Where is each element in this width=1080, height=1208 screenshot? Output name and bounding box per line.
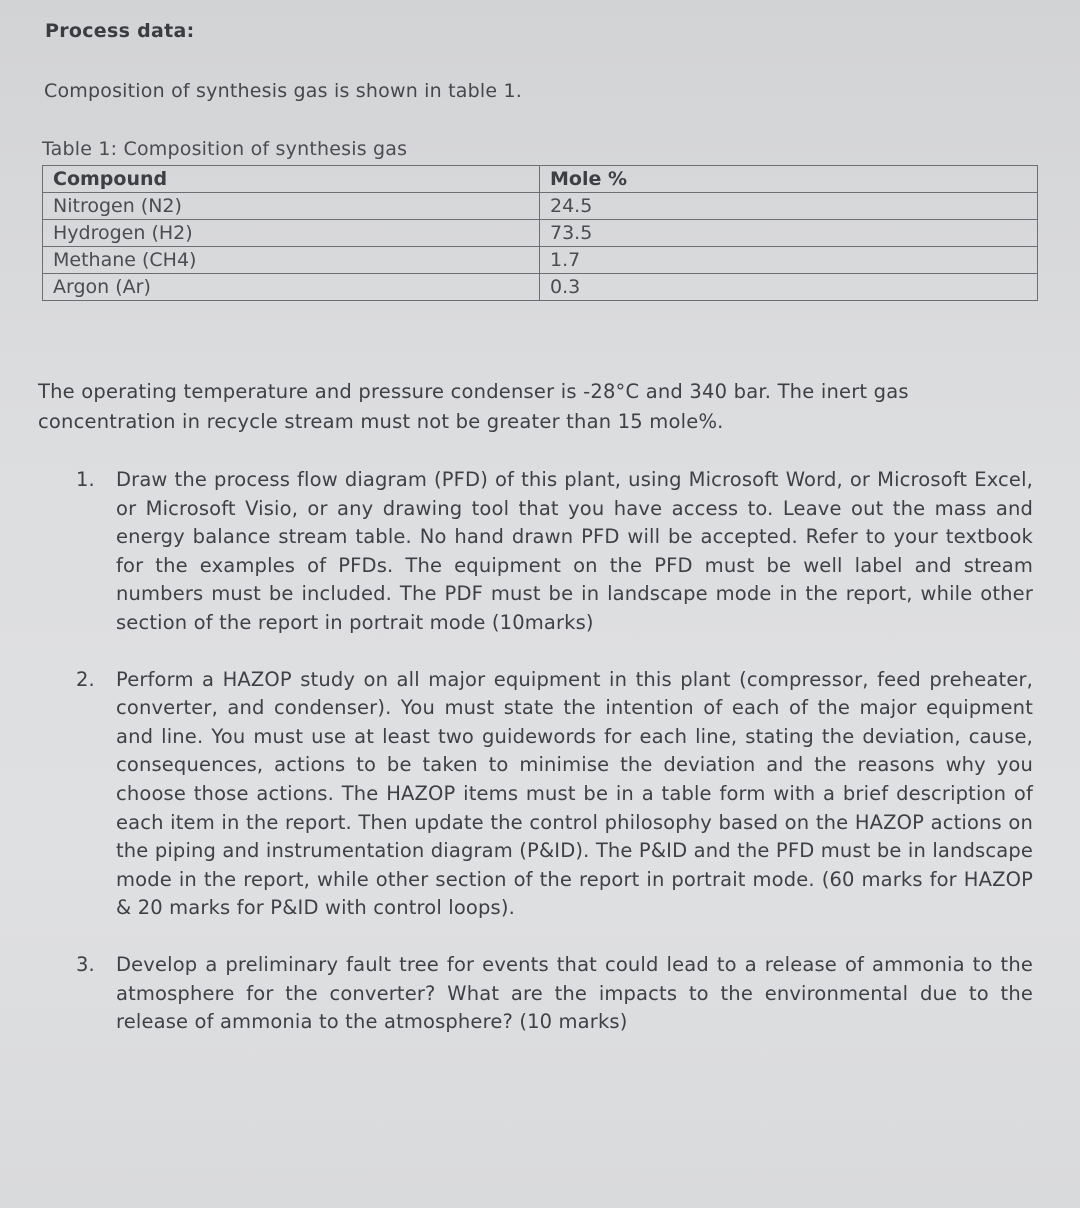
column-header-mole-percent: Mole % <box>540 166 1038 193</box>
table-header-row <box>43 166 1038 193</box>
table-caption: Table 1: Composition of synthesis gas <box>42 138 408 160</box>
table-row <box>43 247 1038 274</box>
list-item-number: 2. <box>76 667 95 691</box>
section-heading: Process data: <box>45 20 195 42</box>
list-item-text: Perform a HAZOP study on all major equipment in this plant (compressor, feed preheater, converter, and condenser). You must state the intention of each of the major equipment and line. You must use at least two guidewords for each line, stating the deviation, cause, consequences, actions to be taken to minimise the deviation and the reasons why you choose those actions. The HAZOP items must be in a table form with a brief description of each item in the report. Then update the control philosophy based on the HAZOP actions on the piping and instrumentation diagram (P&ID). The P&ID and the PFD must be in landscape mode in the report, while other section of the report in portrait mode. (60 marks for HAZOP & 20 marks for P&ID with control loops). <box>116 667 1033 920</box>
list-item-number: 1. <box>76 468 95 491</box>
cell-mole-percent: 73.5 <box>540 220 1038 247</box>
operating-conditions-paragraph: The operating temperature and pressure condenser is -28°C and 340 bar. The inert gas concentration in recycle stream must not be greater than 15 mole%. <box>38 380 909 433</box>
list-item <box>70 466 1033 638</box>
composition-table <box>42 165 1038 301</box>
intro-sentence: Composition of synthesis gas is shown in table 1. <box>44 80 523 102</box>
table-row <box>43 193 1038 220</box>
table-row <box>43 220 1038 247</box>
cell-compound: Argon (Ar) <box>43 274 540 301</box>
list-item-number: 3. <box>76 952 95 976</box>
cell-compound: Hydrogen (H2) <box>43 220 540 247</box>
list-item-text: Draw the process flow diagram (PFD) of this plant, using Microsoft Word, or Microsoft Excel, or Microsoft Visio, or any drawing tool that you have access to. Leave out the mass and energy balance stream table. No hand drawn PFD will be accepted. Refer to your textbook for the examples of PFDs. The equipment on the PFD must be well label and stream numbers must be included. The PDF must be in landscape mode in the report, while other section of the report in portrait mode (10marks) <box>116 468 1033 634</box>
list-item-text: Develop a preliminary fault tree for events that could lead to a release of ammonia to the atmosphere for the converter? What are the impacts to the environmental due to the release of ammonia to the atmosphere? (10 marks) <box>116 952 1033 1034</box>
table-row <box>43 274 1038 301</box>
cell-compound: Nitrogen (N2) <box>43 193 540 220</box>
cell-mole-percent: 1.7 <box>540 247 1038 274</box>
column-header-compound: Compound <box>43 166 540 193</box>
cell-compound: Methane (CH4) <box>43 247 540 274</box>
cell-mole-percent: 0.3 <box>540 274 1038 301</box>
task-list <box>70 466 1033 1037</box>
list-item <box>70 951 1033 1037</box>
list-item <box>70 666 1033 923</box>
cell-mole-percent: 24.5 <box>540 193 1038 220</box>
